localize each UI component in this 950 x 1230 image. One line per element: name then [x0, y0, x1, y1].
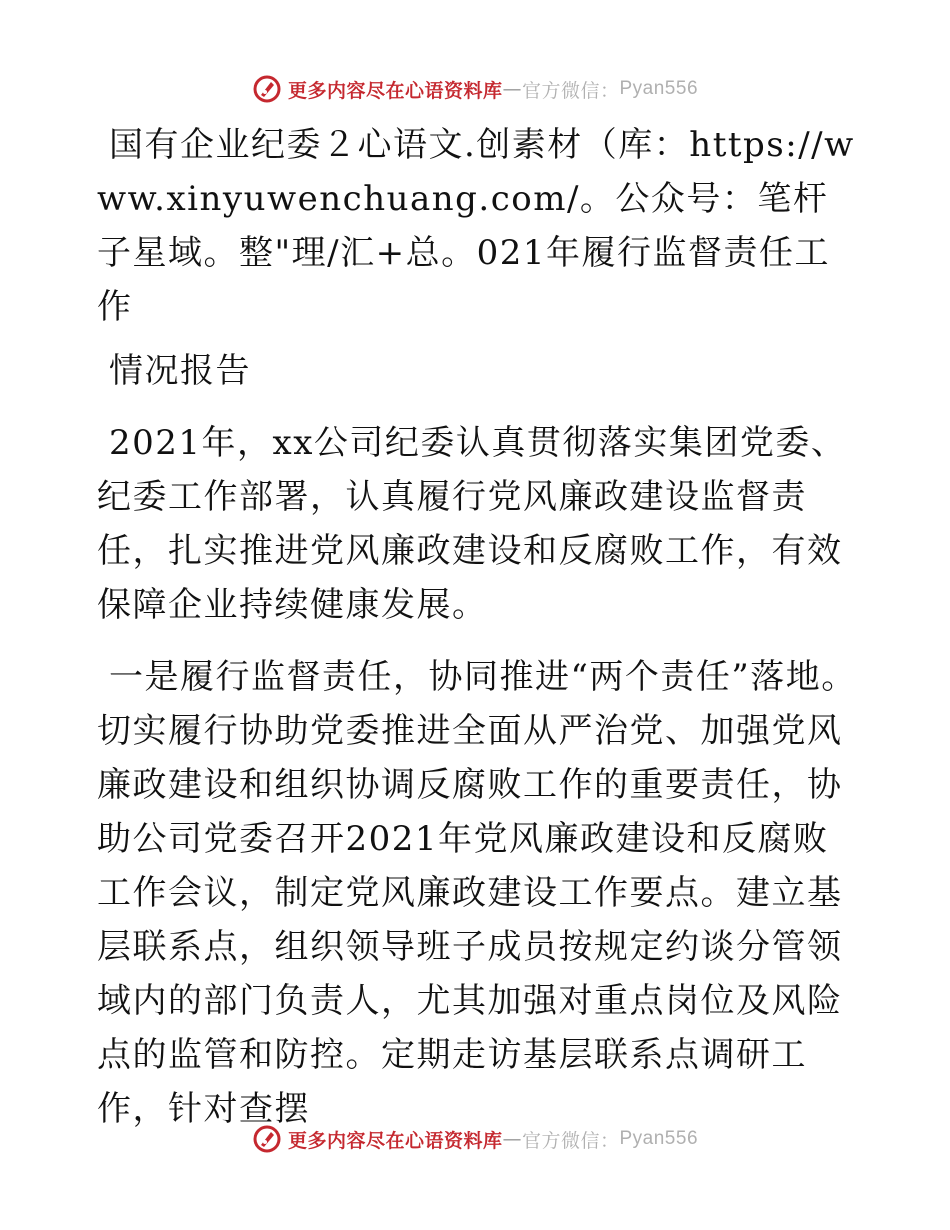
- section-one-paragraph: 一是履行监督责任，协同推进“两个责任”落地。切实履行协助党委推进全面从严治党、加强党风廉政建设和组织协调反腐败工作的重要责任，协助公司党委召开2021年党风廉政建设和反腐败工作会议，制定党风廉政建设工作要点。建立基层联系点，组织领导班子成员按规定约谈分管领域内的部门负责人，尤其加强对重点岗位及风险点的监管和防控。定期走访基层联系点调研工作，针对查摆: [97, 657, 857, 1129]
- watermark-banner-bottom: [0, 1122, 950, 1156]
- watermark-dash: —: [502, 1128, 522, 1150]
- watermark-wechat-id: Pyan556: [619, 78, 699, 99]
- watermark-wechat-id: Pyan556: [619, 1128, 699, 1149]
- watermark-banner-top: [0, 72, 950, 106]
- watermark-title: 更多内容尽在心语资料库: [287, 1129, 503, 1152]
- pen-nib-logo-icon: [252, 1124, 282, 1154]
- document-title: 情况报告: [109, 351, 251, 391]
- watermark-title: 更多内容尽在心语资料库: [287, 79, 503, 102]
- document-header-paragraph: 国有企业纪委２心语文.创素材（库：https://www.xinyuwenchuang.com/。公众号：笔杆子星域。整"理/汇+总。021年履行监督责任工作: [97, 125, 855, 327]
- pen-nib-logo-icon: [252, 74, 282, 104]
- document-body: [97, 118, 857, 1136]
- watermark-wechat-label: 官方微信：: [521, 79, 620, 102]
- watermark-dash: —: [502, 78, 522, 100]
- watermark-wechat-label: 官方微信：: [521, 1129, 620, 1152]
- intro-paragraph: 2021年，xx公司纪委认真贯彻落实集团党委、纪委工作部署，认真履行党风廉政建设监督责任，扎实推进党风廉政建设和反腐败工作，有效保障企业持续健康发展。: [97, 423, 847, 625]
